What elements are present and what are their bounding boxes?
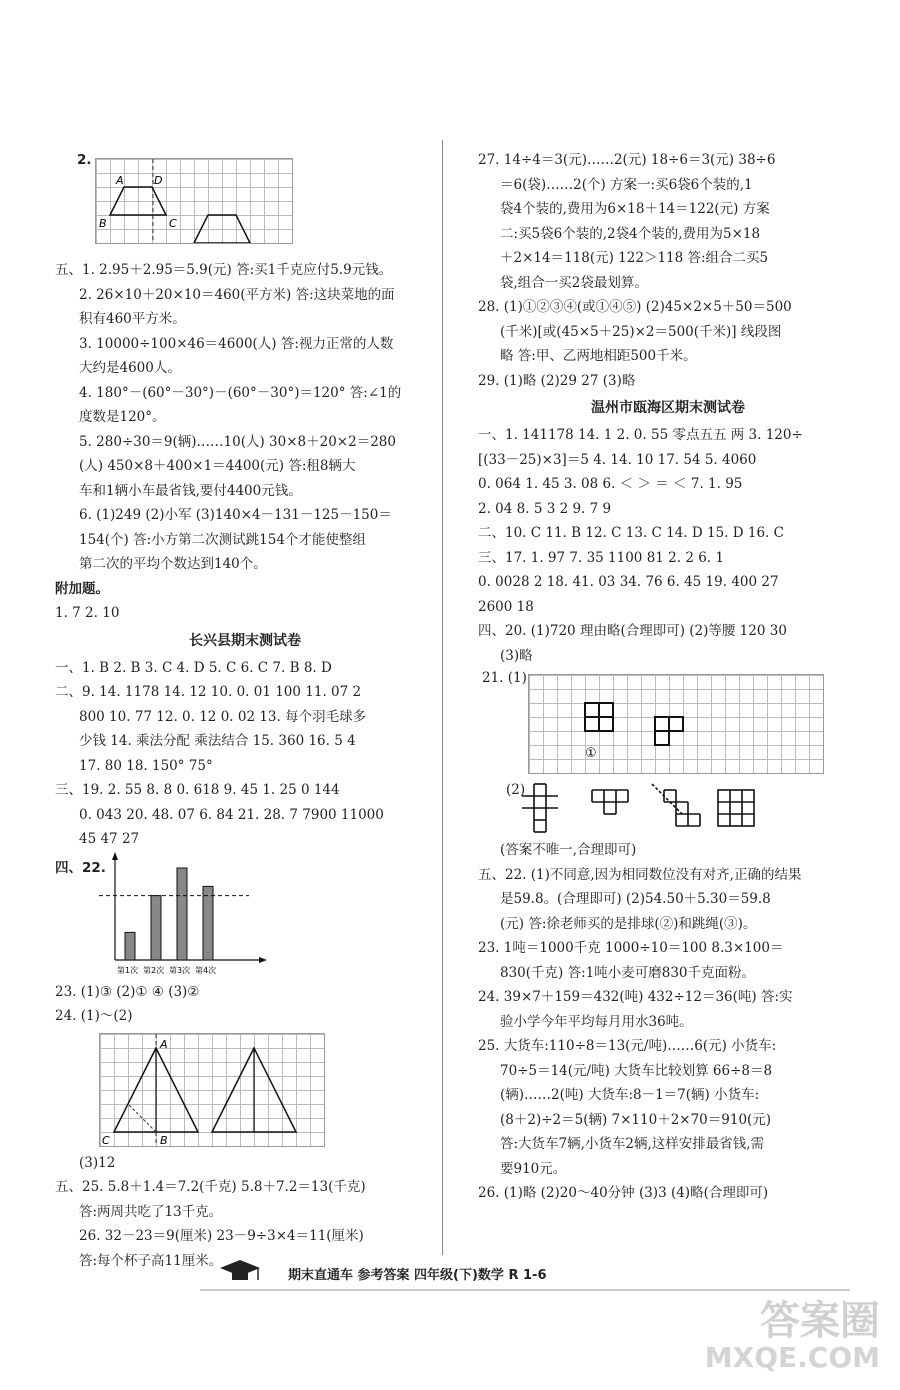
answer-line: 2. 04 8. 5 3 2 9. 7 9 [478, 500, 612, 517]
bonus-heading: 附加题。 [55, 580, 109, 597]
answer-line: [(33－25)×3]＝5 4. 14. 10 17. 54 5. 4060 [478, 451, 757, 468]
answer-line: 0. 0028 2 18. 41. 03 34. 76 6. 45 19. 400 27 [478, 574, 779, 590]
answer-line: 五、1. 2.95＋2.95＝5.9(元) 答:买1千克应付5.9元钱。 [55, 262, 393, 278]
point-b: B [99, 217, 107, 230]
answer-line: 2. 26×10＋20×10＝460(平方米) 答:这块菜地的面 [79, 286, 395, 303]
answer-line: 一、1. 141178 14. 1 2. 0. 55 零点五五 两 3. 120÷ [478, 427, 803, 443]
answer-line: 二、10. C 11. B 12. C 13. C 14. D 15. D 16. C [478, 525, 784, 541]
q21-net-figures [522, 780, 852, 838]
answer-line: 26. 32－23＝9(厘米) 23－9÷3×4＝11(厘米) [79, 1228, 364, 1244]
q2-grid [95, 158, 293, 244]
answer-line: 答:大货车7辆,小货车2辆,这样安排最省钱,需 [500, 1136, 765, 1152]
answer-line: 四、20. (1)720 理由略(合理即可) (2)等腰 120 30 [478, 623, 787, 639]
answer-line: 154(个) 答:小方第二次测试跳154个才能使整组 [79, 531, 366, 548]
answer-line: 三、17. 1. 97 7. 35 1100 81 2. 2 6. 1 [478, 549, 724, 566]
answer-line: ＋2×14＝118(元) 122＞118 答:组合二买5 [500, 250, 769, 266]
answer-line: 0. 043 20. 48. 07 6. 84 21. 28. 7 7900 11000 [79, 806, 384, 823]
answer-line: 积有460平方米。 [79, 311, 186, 327]
answer-line: 800 10. 77 12. 0. 12 0. 02 13. 每个羽毛球多 [79, 708, 367, 725]
shape-1-mark: ① [585, 746, 597, 761]
q21-grid [528, 674, 824, 774]
answer-line: 17. 80 18. 150° 75° [79, 757, 213, 774]
answer-line: 23. (1)③ (2)① ④ (3)② [55, 983, 200, 1000]
answer-line: 5. 280÷30＝9(辆)……10(人) 30×8＋20×2＝280 [79, 433, 396, 450]
answer-line: 二:买5袋6个装的,2袋4个装的,费用为5×18 [500, 225, 761, 242]
point-d: D [154, 174, 163, 187]
answer-line: 少钱 14. 乘法分配 乘法结合 15. 360 16. 5 4 [79, 733, 356, 749]
answer-line: (3)12 [79, 1154, 116, 1171]
x-tick-label: 第1次 [117, 965, 139, 975]
answer-line: (人) 450×8＋400×1＝4400(元) 答:租8辆大 [79, 458, 356, 474]
right-column [478, 148, 858, 1206]
q24-figure [55, 1029, 435, 1151]
q21-part2-label: (2) [506, 782, 526, 798]
point-c: C [169, 217, 177, 230]
answer-line: 大约是4600人。 [79, 360, 181, 376]
y-axis-arrow [112, 852, 118, 860]
q22-label: 四、22. [55, 859, 106, 876]
answer-line: 答:两周共吃了13千克。 [79, 1203, 223, 1220]
answer-line: 第二次的平均个数达到140个。 [79, 556, 267, 572]
answer-line: 五、22. (1)不同意,因为相同数位没有对齐,正确的结果 [478, 866, 802, 883]
answer-line: 略 答:甲、乙两地相距500千米。 [500, 348, 697, 364]
x-tick-label: 第4次 [195, 965, 217, 975]
bar-1 [125, 932, 135, 960]
right-answers-1 [478, 148, 858, 393]
watermark-bottom: MXQE.COM [704, 1341, 880, 1374]
page-footer [200, 1258, 850, 1294]
bar-4 [203, 886, 213, 960]
left-answers-1 [55, 258, 435, 626]
bar-2 [151, 895, 161, 959]
answer-line: 五、25. 5.8＋1.4＝7.2(千克) 5.8＋7.2＝13(千克) [55, 1179, 366, 1195]
graduation-cap-icon [220, 1260, 260, 1280]
answer-line: 70÷5＝14(元/吨) 大货车比较划算 66÷8＝8 [500, 1062, 773, 1079]
q24-triangles [100, 1034, 324, 1146]
answer-line: 6. (1)249 (2)小军 (3)140×4－131－125－150＝ [79, 507, 392, 523]
bar-chart [99, 852, 299, 980]
section-title-changxing: 长兴县期末测试卷 [189, 632, 301, 649]
answer-line: 2600 18 [478, 598, 534, 615]
answer-line: 1. 7 2. 10 [55, 605, 120, 621]
bar-3 [177, 868, 187, 960]
column-divider [442, 140, 443, 1255]
answer-line: (辆)……2(吨) 大货车:8－1＝7(辆) 小货车: [500, 1087, 760, 1103]
q21-part2 [478, 780, 858, 838]
answer-line: 830(千克) 答:1吨小麦可磨830千克面粉。 [500, 964, 755, 981]
answer-line: 答:每个杯子高11厘米。 [79, 1252, 223, 1269]
x-tick-label: 第3次 [169, 965, 191, 975]
q2-label: 2. [77, 152, 92, 168]
answer-line: 0. 064 1. 45 3. 08 6. ＜ ＞ ＝ ＜ 7. 1. 95 [478, 476, 743, 492]
answer-line: 要910元。 [500, 1160, 567, 1177]
answer-line: 24. 39×7＋159＝432(吨) 432÷12＝36(吨) 答:实 [478, 989, 793, 1005]
answer-line: 袋4个装的,费用为6×18＋14＝122(元) 方案 [500, 201, 770, 217]
q24-grid [99, 1033, 325, 1147]
x-tick-label: 第2次 [143, 965, 165, 975]
left-answers-4 [55, 1151, 435, 1274]
left-column [55, 148, 435, 1273]
answer-line: 3. 10000÷100×46＝4600(人) 答:视力正常的人数 [79, 335, 394, 352]
section-title-wenzhou: 温州市瓯海区期末测试卷 [591, 400, 745, 416]
answer-line: 26. (1)略 (2)20～40分钟 (3)3 (4)略(合理即可) [478, 1185, 769, 1201]
answer-line: 一、1. B 2. B 3. C 4. D 5. C 6. C 7. B 8. D [55, 659, 332, 676]
answer-line: (答案不唯一,合理即可) [500, 842, 637, 858]
answer-line: (千米)[或(45×5＋25)×2＝500(千米)] 线段图 [500, 323, 782, 340]
answer-line: 是59.8。(合理即可) (2)54.50＋5.30＝59.8 [500, 891, 771, 907]
answer-line: (元) 答:徐老师买的是排球(②)和跳绳(③)。 [500, 915, 757, 932]
answer-line: 45 47 27 [79, 831, 140, 847]
point-b: B [160, 1133, 168, 1146]
point-c: C [102, 1133, 110, 1146]
answer-line: 三、19. 2. 55 8. 8 0. 618 9. 45 1. 25 0 144 [55, 782, 340, 798]
answer-line: 袋,组合一买2袋最划算。 [500, 274, 648, 291]
answer-line: 28. (1)①②③④(或①④⑤) (2)45×2×5＋50＝500 [478, 299, 792, 315]
watermark [705, 1300, 880, 1374]
point-a: A [160, 1037, 168, 1051]
answer-line: 车和1辆小车最省钱,要付4400元钱。 [79, 482, 302, 499]
right-answers-2 [478, 423, 858, 668]
footer-text: 期末直通车 参考答案 四年级(下)数学 R 1-6 [288, 1268, 547, 1283]
left-answers-2 [55, 656, 435, 852]
answer-line: 23. 1吨＝1000千克 1000÷10＝100 8.3×100＝ [478, 940, 784, 956]
answer-line: 27. 14÷4＝3(元)……2(元) 18÷6＝3(元) 38÷6 [478, 152, 776, 168]
q2-trapezoids [96, 159, 292, 243]
left-answers-3 [55, 980, 435, 1029]
x-axis-arrow [259, 957, 267, 963]
q21-label: 21. (1) [482, 670, 527, 686]
trapezoid-abcd [110, 187, 166, 215]
answer-line: 25. 大货车:110÷8＝13(元/吨)……6(元) 小货车: [478, 1038, 777, 1054]
answer-line: 24. (1)～(2) [55, 1008, 133, 1024]
q22-chart-block [55, 852, 435, 980]
answer-line: ＝6(袋)……2(个) 方案一:买6袋6个装的,1 [500, 176, 753, 193]
answer-line: (8＋2)÷2＝5(辆) 7×110＋2×70＝910(元) [500, 1111, 772, 1128]
answer-line: 度数是120°。 [79, 409, 166, 425]
watermark-top: 答案圈 [760, 1298, 880, 1344]
q21-figure [478, 668, 858, 780]
answer-line: (3)略 [500, 647, 533, 664]
answer-line: 29. (1)略 (2)29 27 (3)略 [478, 372, 636, 389]
point-a: A [116, 174, 124, 187]
q21-shapes [529, 675, 823, 773]
answer-line: 二、9. 14. 1178 14. 12 10. 0. 01 100 11. 07 2 [55, 684, 362, 700]
q2-figure [55, 148, 435, 258]
right-answers-3 [478, 838, 858, 1206]
trapezoid-translated [194, 215, 250, 243]
answer-line: 验小学今年平均每月用水36吨。 [500, 1013, 693, 1030]
answer-line: 4. 180°－(60°－30°)－(60°－30°)＝120° 答:∠1的 [79, 384, 402, 401]
